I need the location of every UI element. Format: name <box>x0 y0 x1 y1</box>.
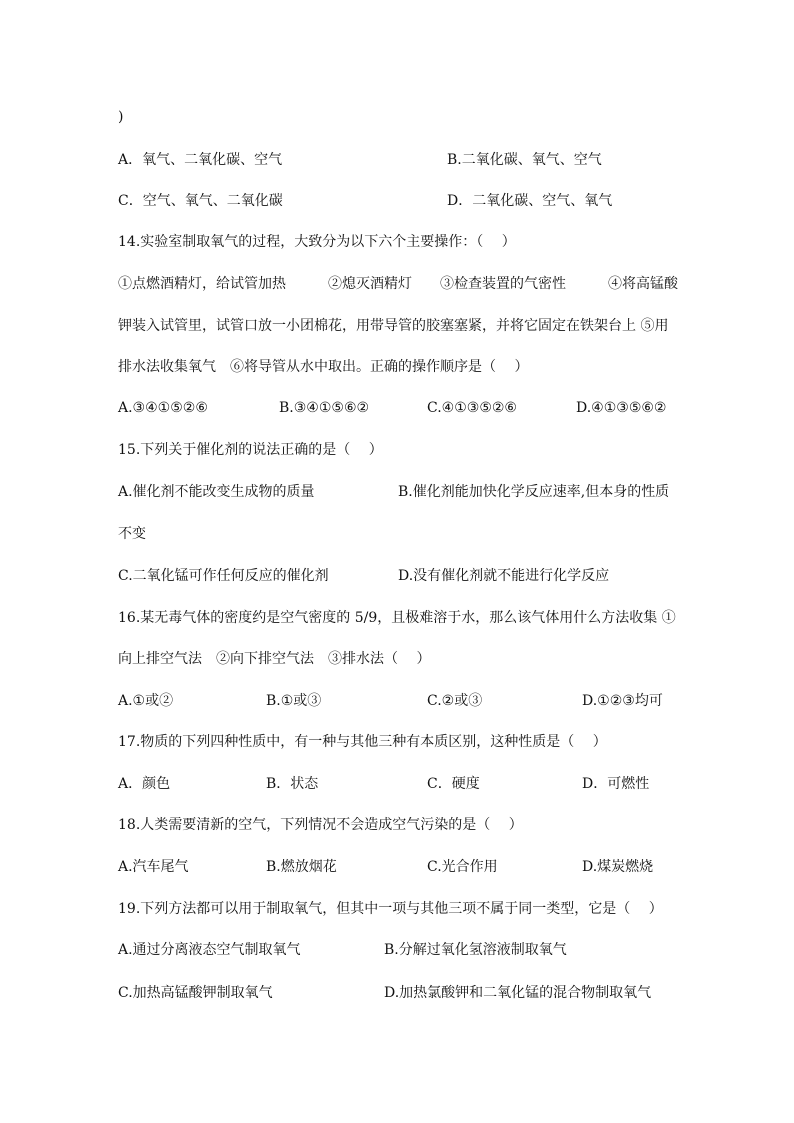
q14-option-c: C.④①③⑤②⑥ <box>427 400 517 416</box>
question-14: 14.实验室制取氧气的过程，大致分为以下六个主要操作：（ ） <box>118 234 516 250</box>
q15-option-b: B.催化剂能加快化学反应速率,但本身的性质 <box>398 484 670 500</box>
q17-option-d: D．可燃性 <box>582 776 650 792</box>
q18-option-d: D.煤炭燃烧 <box>582 859 654 875</box>
q19-option-a: A.通过分离液态空气制取氧气 <box>118 942 301 958</box>
q14-step-line-1: ①点燃酒精灯，给试管加热 ②熄灭酒精灯 ③检查装置的气密性 ④将高锰酸 <box>118 276 678 292</box>
q15-option-d: D.没有催化剂就不能进行化学反应 <box>398 568 610 584</box>
q16-option-a: A.①或② <box>118 693 174 709</box>
q13-option-c: C．空气、氧气、二氧化碳 <box>118 193 283 209</box>
question-16: 16.某无毒气体的密度约是空气密度的 5/9，且极难溶于水，那么该气体用什么方法收集 ① <box>118 610 676 626</box>
question-17: 17.物质的下列四种性质中，有一种与其他三种有本质区别，这种性质是（ ） <box>118 734 607 750</box>
q14-step-line-2: 钾装入试管里，试管口放一小团棉花，用带导管的胶塞塞紧，并将它固定在铁架台上 ⑤用 <box>118 318 669 334</box>
question-19: 19.下列方法都可以用于制取氧气，但其中一项与其他三项不属于同一类型，它是（ ） <box>118 901 663 917</box>
q14-option-b: B.③④①⑤⑥② <box>279 400 370 416</box>
q18-option-a: A.汽车尾气 <box>118 859 189 875</box>
q15-option-a: A.催化剂不能改变生成物的质量 <box>118 484 315 500</box>
q17-option-a: A．颜色 <box>118 776 171 792</box>
q13-option-a: A．氧气、二氧化碳、空气 <box>118 152 283 168</box>
q16-option-d: D.①②③均可 <box>582 693 663 709</box>
q19-option-d: D.加热氯酸钾和二氧化锰的混合物制取氧气 <box>384 985 652 1001</box>
q15-option-b-continued: 不变 <box>118 526 146 542</box>
q13-option-b: B.二氧化碳、氧气、空气 <box>447 152 602 168</box>
q17-option-c: C．硬度 <box>427 776 480 792</box>
q13-option-d: D．二氧化碳、空气、氧气 <box>447 193 613 209</box>
q19-option-c: C.加热高锰酸钾制取氧气 <box>118 985 273 1001</box>
question-18: 18.人类需要清新的空气，下列情况不会造成空气污染的是（ ） <box>118 817 523 833</box>
q18-option-b: B.燃放烟花 <box>266 859 337 875</box>
q14-option-d: D.④①③⑤⑥② <box>576 400 667 416</box>
q18-option-c: C.光合作用 <box>427 859 498 875</box>
question-13-tail: ) <box>118 109 124 125</box>
q19-option-b: B.分解过氧化氢溶液制取氧气 <box>384 942 567 958</box>
question-15: 15.下列关于催化剂的说法正确的是（ ） <box>118 442 383 458</box>
q16-option-c: C.②或③ <box>427 693 483 709</box>
q16-methods-line: 向上排空气法 ②向下排空气法 ③排水法（ ） <box>118 651 431 667</box>
q17-option-b: B．状态 <box>266 776 319 792</box>
q14-option-a: A.③④①⑤②⑥ <box>118 400 208 416</box>
q16-option-b: B.①或③ <box>266 693 322 709</box>
q15-option-c: C.二氧化锰可作任何反应的催化剂 <box>118 568 329 584</box>
q14-step-line-3: 排水法收集氧气 ⑥将导管从水中取出。正确的操作顺序是（ ） <box>118 359 529 375</box>
